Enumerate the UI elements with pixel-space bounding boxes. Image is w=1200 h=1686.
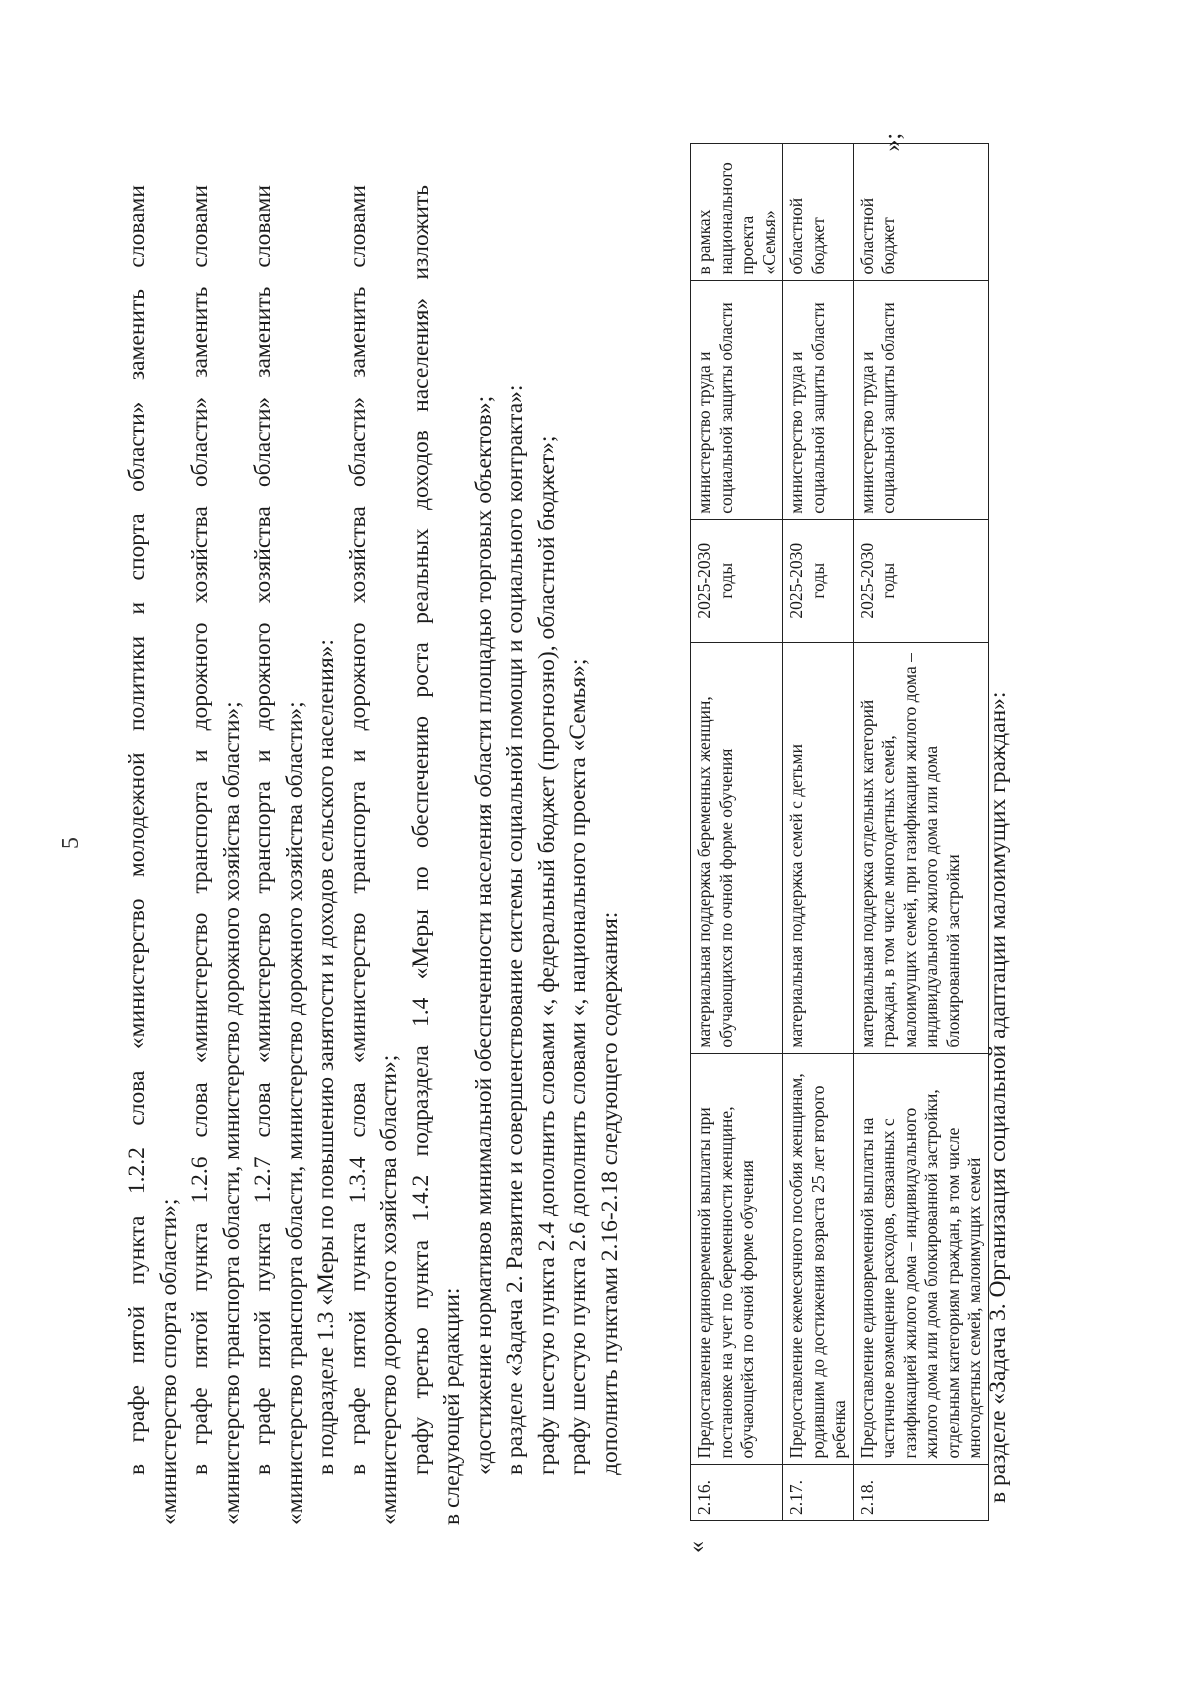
item-number: 2.17.: [783, 1464, 854, 1520]
executor: министерство труда и социальной защиты области: [853, 280, 988, 519]
period: 2025-2030 годы: [783, 519, 854, 642]
support-type: материальная поддержка семей с детьми: [783, 642, 854, 1053]
paragraph-continuation: «министерство транспорта области, министерство дорожного хозяйства области»;: [281, 701, 308, 1525]
page-number: 5: [58, 837, 84, 849]
funding-source: областной бюджет: [783, 144, 854, 281]
table-row: [783, 144, 854, 1521]
measure-name: Предоставление ежемесячного пособия женщинам, родившим до достижения возраста 25 лет второго ребенка: [783, 1053, 854, 1464]
closing-paragraph: в разделе «Задача 3. Организация социальной адаптации малоимущих граждан»:: [985, 691, 1011, 1503]
item-number: 2.16.: [691, 1464, 783, 1520]
paragraph: в графе пятой пункта 1.3.4 слова «министерство транспорта и дорожного хозяйства области» заменить словами: [344, 185, 371, 1475]
paragraph: в разделе «Задача 2. Развитие и совершенствование системы социальной помощи и социального контракта»:: [502, 384, 528, 1475]
paragraph: графу третью пункта 1.4.2 подраздела 1.4 «Меры по обеспечению роста реальных доходов населения» изложить: [407, 185, 434, 1475]
table-row: [691, 144, 783, 1521]
amendment-text: [122, 185, 626, 1525]
funding-source: областной бюджет: [853, 144, 988, 281]
paragraph-continuation: в следующей редакции:: [439, 1287, 465, 1525]
period: 2025-2030 годы: [691, 519, 783, 642]
measure-name: Предоставление единовременной выплаты на частичное возмещение расходов, связанных с газификацией жилого дома – индивидуального жилого дома или дома блокированной застройки, отдельным категориям граждан, в том числе многодетных семей, малоимущих семей: [853, 1053, 988, 1464]
paragraph: в графе пятой пункта 1.2.2 слова «министерство молодежной политики и спорта области» заменить словами: [124, 185, 150, 1475]
executor: министерство труда и социальной защиты области: [783, 280, 854, 519]
paragraph: в подразделе 1.3 «Меры по повышению занятости и доходов сельского населения»:: [313, 639, 339, 1475]
support-type: материальная поддержка беременных женщин, обучающихся по очной форме обучения: [691, 642, 783, 1053]
measure-name: Предоставление единовременной выплаты при постановке на учет по беременности женщине, обучающейся по очной форме обучения: [691, 1053, 783, 1464]
paragraph-continuation: «министерство дорожного хозяйства области»;: [376, 1054, 402, 1525]
inserted-items-table: [690, 143, 989, 1521]
paragraph-continuation: «министерство спорта области»;: [155, 1198, 182, 1525]
paragraph: дополнить пунктами 2.16-2.18 следующего содержания:: [596, 911, 623, 1475]
funding-source: в рамках национального проекта «Семья»: [691, 144, 783, 281]
paragraph: «достижение нормативов минимальной обеспеченности населения области площадью торговых объектов»;: [470, 395, 497, 1475]
paragraph-continuation: «министерство транспорта области, министерство дорожного хозяйства области»;: [218, 701, 245, 1525]
paragraph: графу шестую пункта 2.4 дополнить словами «, федеральный бюджет (прогнозно), областной бюджет»;: [533, 435, 560, 1475]
paragraph: графу шестую пункта 2.6 дополнить словами «, национального проекта «Семья»;: [565, 658, 591, 1475]
closing-quote: »;: [880, 133, 906, 152]
paragraph: в графе пятой пункта 1.2.7 слова «министерство транспорта и дорожного хозяйства области» заменить словами: [250, 185, 276, 1475]
table-row: [853, 144, 988, 1521]
document-page: [30, 33, 1170, 1653]
opening-quote: «: [684, 1541, 710, 1553]
paragraph: в графе пятой пункта 1.2.6 слова «министерство транспорта и дорожного хозяйства области» заменить словами: [187, 185, 213, 1475]
executor: министерство труда и социальной защиты области: [691, 280, 783, 519]
period: 2025-2030 годы: [853, 519, 988, 642]
support-type: материальная поддержка отдельных категорий граждан, в том числе многодетных семей, малоимущих семей, при газификации жилого дома – индивидуального жилого дома или дома блокированной застройки: [853, 642, 988, 1053]
item-number: 2.18.: [853, 1464, 988, 1520]
